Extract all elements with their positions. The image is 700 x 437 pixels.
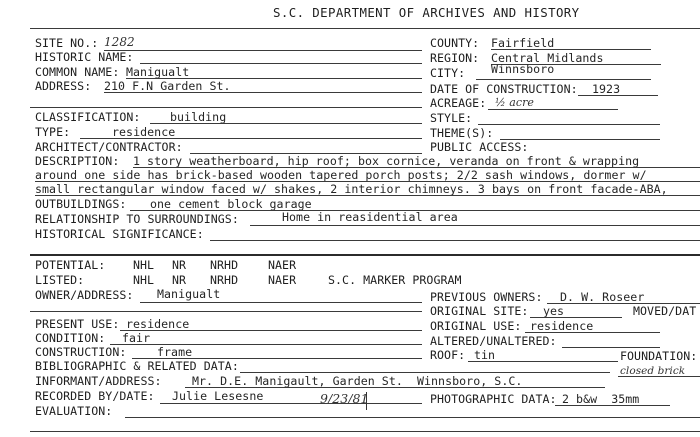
region-value: Central Midlands bbox=[491, 51, 604, 65]
historical-significance-line bbox=[210, 240, 700, 241]
description-label: DESCRIPTION: bbox=[35, 154, 120, 168]
city-value: Winnsboro bbox=[491, 62, 555, 76]
listed-naer: NAER bbox=[268, 273, 297, 287]
address-value: 210 F.N Garden St. bbox=[104, 79, 231, 93]
outbuildings-value: one cement block garage bbox=[150, 197, 312, 211]
type-line bbox=[80, 138, 422, 139]
photographic-line bbox=[555, 405, 670, 406]
listed-label: LISTED: bbox=[35, 273, 85, 287]
description-line-1: 1 story weatherboard, hip roof; box cornice, veranda on front & wrapping bbox=[133, 154, 640, 168]
description-line-3: small rectangular window faced w/ shakes, 2 interior chimneys. 3 bays on front facade-ABA, bbox=[35, 182, 668, 196]
page-title: S.C. DEPARTMENT OF ARCHIVES AND HISTORY bbox=[273, 5, 580, 20]
recorded-by-line bbox=[160, 403, 422, 404]
moved-date-label: MOVED/DAT bbox=[633, 304, 697, 318]
theme-label: THEME(S): bbox=[430, 126, 494, 140]
site-no-line bbox=[104, 50, 422, 51]
style-label: STYLE: bbox=[430, 111, 473, 125]
marker-program-label: S.C. MARKER PROGRAM bbox=[328, 273, 462, 287]
section-separator bbox=[30, 254, 700, 256]
condition-label: CONDITION: bbox=[35, 331, 106, 345]
acreage-label: ACREAGE: bbox=[430, 96, 487, 110]
site-no-label: SITE NO.: bbox=[35, 36, 99, 50]
public-access-label: PUBLIC ACCESS: bbox=[430, 140, 529, 154]
informant-value: Mr. D.E. Manigault, Garden St. Winnsboro, S.C. bbox=[192, 374, 523, 388]
potential-naer: NAER bbox=[268, 258, 297, 272]
county-value: Fairfield bbox=[491, 36, 555, 50]
original-use-line bbox=[525, 332, 660, 333]
foundation-line bbox=[618, 376, 700, 377]
classification-line bbox=[150, 123, 422, 124]
section-rule-1 bbox=[30, 107, 422, 108]
section-rule-2 bbox=[30, 311, 422, 312]
relationship-value: Home in reasidential area bbox=[282, 210, 458, 224]
date-of-construction-label: DATE OF CONSTRUCTION: bbox=[430, 82, 578, 96]
owner-value: Manigualt bbox=[157, 287, 221, 301]
date-divider-mark bbox=[366, 392, 367, 410]
relationship-label: RELATIONSHIP TO SURROUNDINGS: bbox=[35, 212, 239, 226]
construction-value: frame bbox=[157, 345, 193, 359]
city-label: CITY: bbox=[430, 66, 466, 80]
address-line bbox=[104, 92, 422, 93]
bibliographic-label: BIBLIOGRAPHIC & RELATED DATA: bbox=[35, 359, 239, 373]
altered-label: ALTERED/UNALTERED: bbox=[430, 334, 557, 348]
informant-line bbox=[185, 387, 605, 388]
recorded-date-value: 9/23/81 bbox=[320, 391, 369, 406]
listed-nrhd: NRHD bbox=[210, 273, 239, 287]
date-of-construction-value: 1923 bbox=[592, 82, 621, 96]
roof-line bbox=[468, 361, 618, 362]
acreage-value: ½ acre bbox=[495, 96, 534, 109]
photographic-label: PHOTOGRAPHIC DATA: bbox=[430, 392, 557, 406]
date-of-construction-line bbox=[578, 95, 658, 96]
roof-label: ROOF: bbox=[430, 348, 466, 362]
county-label: COUNTY: bbox=[430, 36, 480, 50]
relationship-line bbox=[250, 225, 700, 226]
style-line bbox=[478, 124, 660, 125]
roof-value: tin bbox=[474, 348, 496, 362]
bottom-rule bbox=[30, 431, 700, 432]
listed-nhl: NHL bbox=[133, 273, 155, 287]
original-site-line bbox=[530, 317, 622, 318]
original-site-label: ORIGINAL SITE: bbox=[430, 304, 529, 318]
present-use-label: PRESENT USE: bbox=[35, 317, 120, 331]
city-line bbox=[476, 79, 651, 80]
header-rule bbox=[30, 28, 700, 29]
address-label: ADDRESS: bbox=[35, 79, 92, 93]
original-use-label: ORIGINAL USE: bbox=[430, 319, 522, 333]
original-site-value: yes bbox=[543, 304, 565, 318]
description-rule-3 bbox=[35, 195, 700, 196]
potential-nr: NR bbox=[172, 258, 187, 272]
potential-nrhd: NRHD bbox=[210, 258, 239, 272]
listed-nr: NR bbox=[172, 273, 187, 287]
outbuildings-label: OUTBUILDINGS: bbox=[35, 197, 127, 211]
county-line bbox=[491, 49, 651, 50]
condition-value: fair bbox=[122, 331, 151, 345]
architect-label: ARCHITECT/CONTRACTOR: bbox=[35, 140, 183, 154]
historic-name-line bbox=[140, 63, 422, 64]
present-use-value: residence bbox=[126, 317, 190, 331]
type-value: residence bbox=[112, 125, 176, 139]
region-label: REGION: bbox=[430, 51, 480, 65]
description-line-2: around one side has brick-based wooden tapered porch posts; 2/2 sash windows, dormer w/ bbox=[35, 168, 647, 182]
photographic-value: 2 b&w 35mm bbox=[562, 392, 640, 406]
informant-label: INFORMANT/ADDRESS: bbox=[35, 374, 162, 388]
owner-label: OWNER/ADDRESS: bbox=[35, 288, 134, 302]
common-name-label: COMMON NAME: bbox=[35, 65, 120, 79]
acreage-line bbox=[488, 109, 618, 110]
altered-line bbox=[562, 347, 660, 348]
evaluation-label: EVALUATION: bbox=[35, 404, 113, 418]
potential-label: POTENTIAL: bbox=[35, 258, 106, 272]
construction-label: CONSTRUCTION: bbox=[35, 345, 127, 359]
original-use-value: residence bbox=[530, 319, 594, 333]
recorded-by-value: Julie Lesesne bbox=[172, 389, 264, 403]
potential-nhl: NHL bbox=[133, 258, 155, 272]
recorded-by-label: RECORDED BY/DATE: bbox=[35, 389, 155, 403]
historic-name-label: HISTORIC NAME: bbox=[35, 50, 134, 64]
foundation-value: closed brick bbox=[620, 365, 686, 377]
present-use-line bbox=[120, 330, 422, 331]
classification-value: building bbox=[170, 110, 227, 124]
previous-owners-label: PREVIOUS OWNERS: bbox=[430, 290, 543, 304]
foundation-label: FOUNDATION: bbox=[620, 349, 698, 363]
owner-line bbox=[140, 302, 422, 303]
classification-label: CLASSIFICATION: bbox=[35, 110, 141, 124]
historical-significance-label: HISTORICAL SIGNIFICANCE: bbox=[35, 227, 204, 241]
type-label: TYPE: bbox=[35, 125, 71, 139]
evaluation-line bbox=[125, 417, 700, 418]
common-name-value: Manigualt bbox=[126, 65, 190, 79]
bibliographic-line bbox=[240, 372, 610, 373]
previous-owners-value: D. W. Roseer bbox=[560, 290, 645, 304]
site-no-value: 1282 bbox=[104, 35, 135, 49]
